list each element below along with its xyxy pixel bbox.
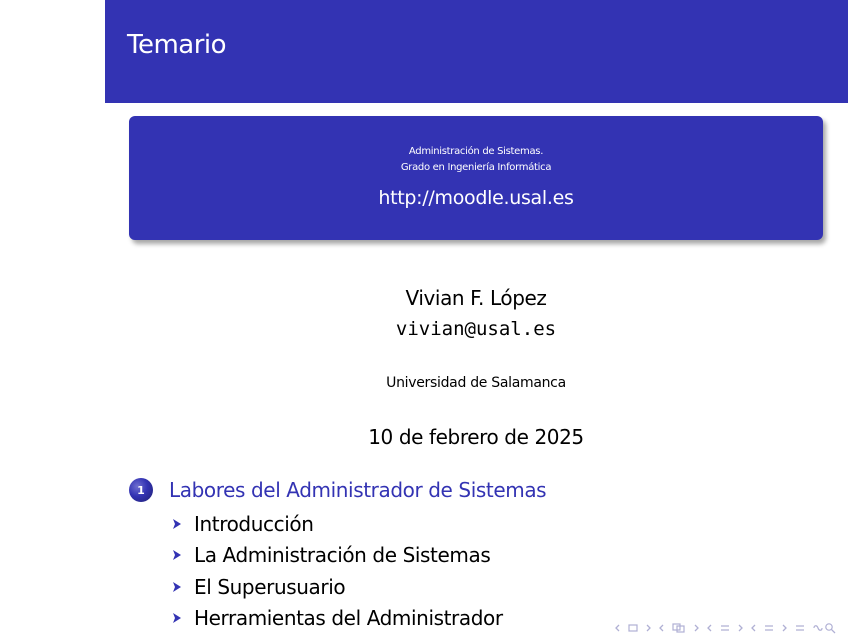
subsection-icon: [720, 623, 730, 633]
section-icon: [764, 623, 774, 633]
frame-title-bar: [105, 0, 848, 103]
slide-next-icon[interactable]: [640, 623, 652, 633]
subsection-prev-icon[interactable]: [706, 623, 718, 633]
frame-title: Temario: [127, 30, 227, 60]
toc-subsection-item[interactable]: [170, 571, 503, 603]
toc-subsection-label: Herramientas del Administrador: [194, 606, 503, 631]
toc-subsection-item[interactable]: [170, 603, 503, 635]
toc-section[interactable]: [129, 478, 546, 502]
beamer-navigation-bar: [614, 622, 838, 634]
title-block: [129, 116, 823, 240]
toc-subsection-label: El Superusuario: [194, 574, 346, 599]
toc-subsection-item[interactable]: [170, 540, 503, 572]
section-number-badge: 1: [129, 478, 153, 502]
arrow-bullet-icon: [170, 517, 184, 531]
toc-section-title[interactable]: Labores del Administrador de Sistemas: [169, 478, 547, 502]
arrow-bullet-icon: [170, 580, 184, 594]
frame-prev-icon[interactable]: [658, 623, 670, 633]
degree-subtitle: Grado en Ingeniería Informática: [400, 162, 552, 173]
subsection-nav: [706, 623, 744, 633]
frame-nav: [658, 622, 700, 634]
subsection-next-icon[interactable]: [732, 623, 744, 633]
frame-next-icon[interactable]: [688, 623, 700, 633]
toc-subsection-label: La Administración de Sistemas: [194, 543, 491, 568]
section-nav: [750, 623, 788, 633]
author-name: Vivian F. López: [405, 286, 547, 310]
toc-subsection-item[interactable]: [170, 508, 503, 540]
align-icon[interactable]: [794, 623, 806, 633]
presentation-date: 10 de febrero de 2025: [368, 425, 584, 449]
slide-icon: [628, 623, 638, 633]
slide-prev-icon[interactable]: [614, 623, 626, 633]
arrow-bullet-icon: [170, 548, 184, 562]
institute: Universidad de Salamanca: [386, 375, 566, 391]
course-url[interactable]: http://moodle.usal.es: [378, 187, 574, 209]
author-email[interactable]: vivian@usal.es: [395, 318, 557, 340]
slide-nav: [614, 623, 652, 633]
section-next-icon[interactable]: [776, 623, 788, 633]
section-prev-icon[interactable]: [750, 623, 762, 633]
toc-subsection-label: Introducción: [194, 511, 314, 536]
toc-subsection-list: [170, 508, 503, 634]
search-icon[interactable]: [812, 622, 838, 634]
arrow-bullet-icon: [170, 611, 184, 625]
course-subtitle: Administración de Sistemas.: [408, 146, 544, 157]
frame-icon: [672, 622, 686, 634]
